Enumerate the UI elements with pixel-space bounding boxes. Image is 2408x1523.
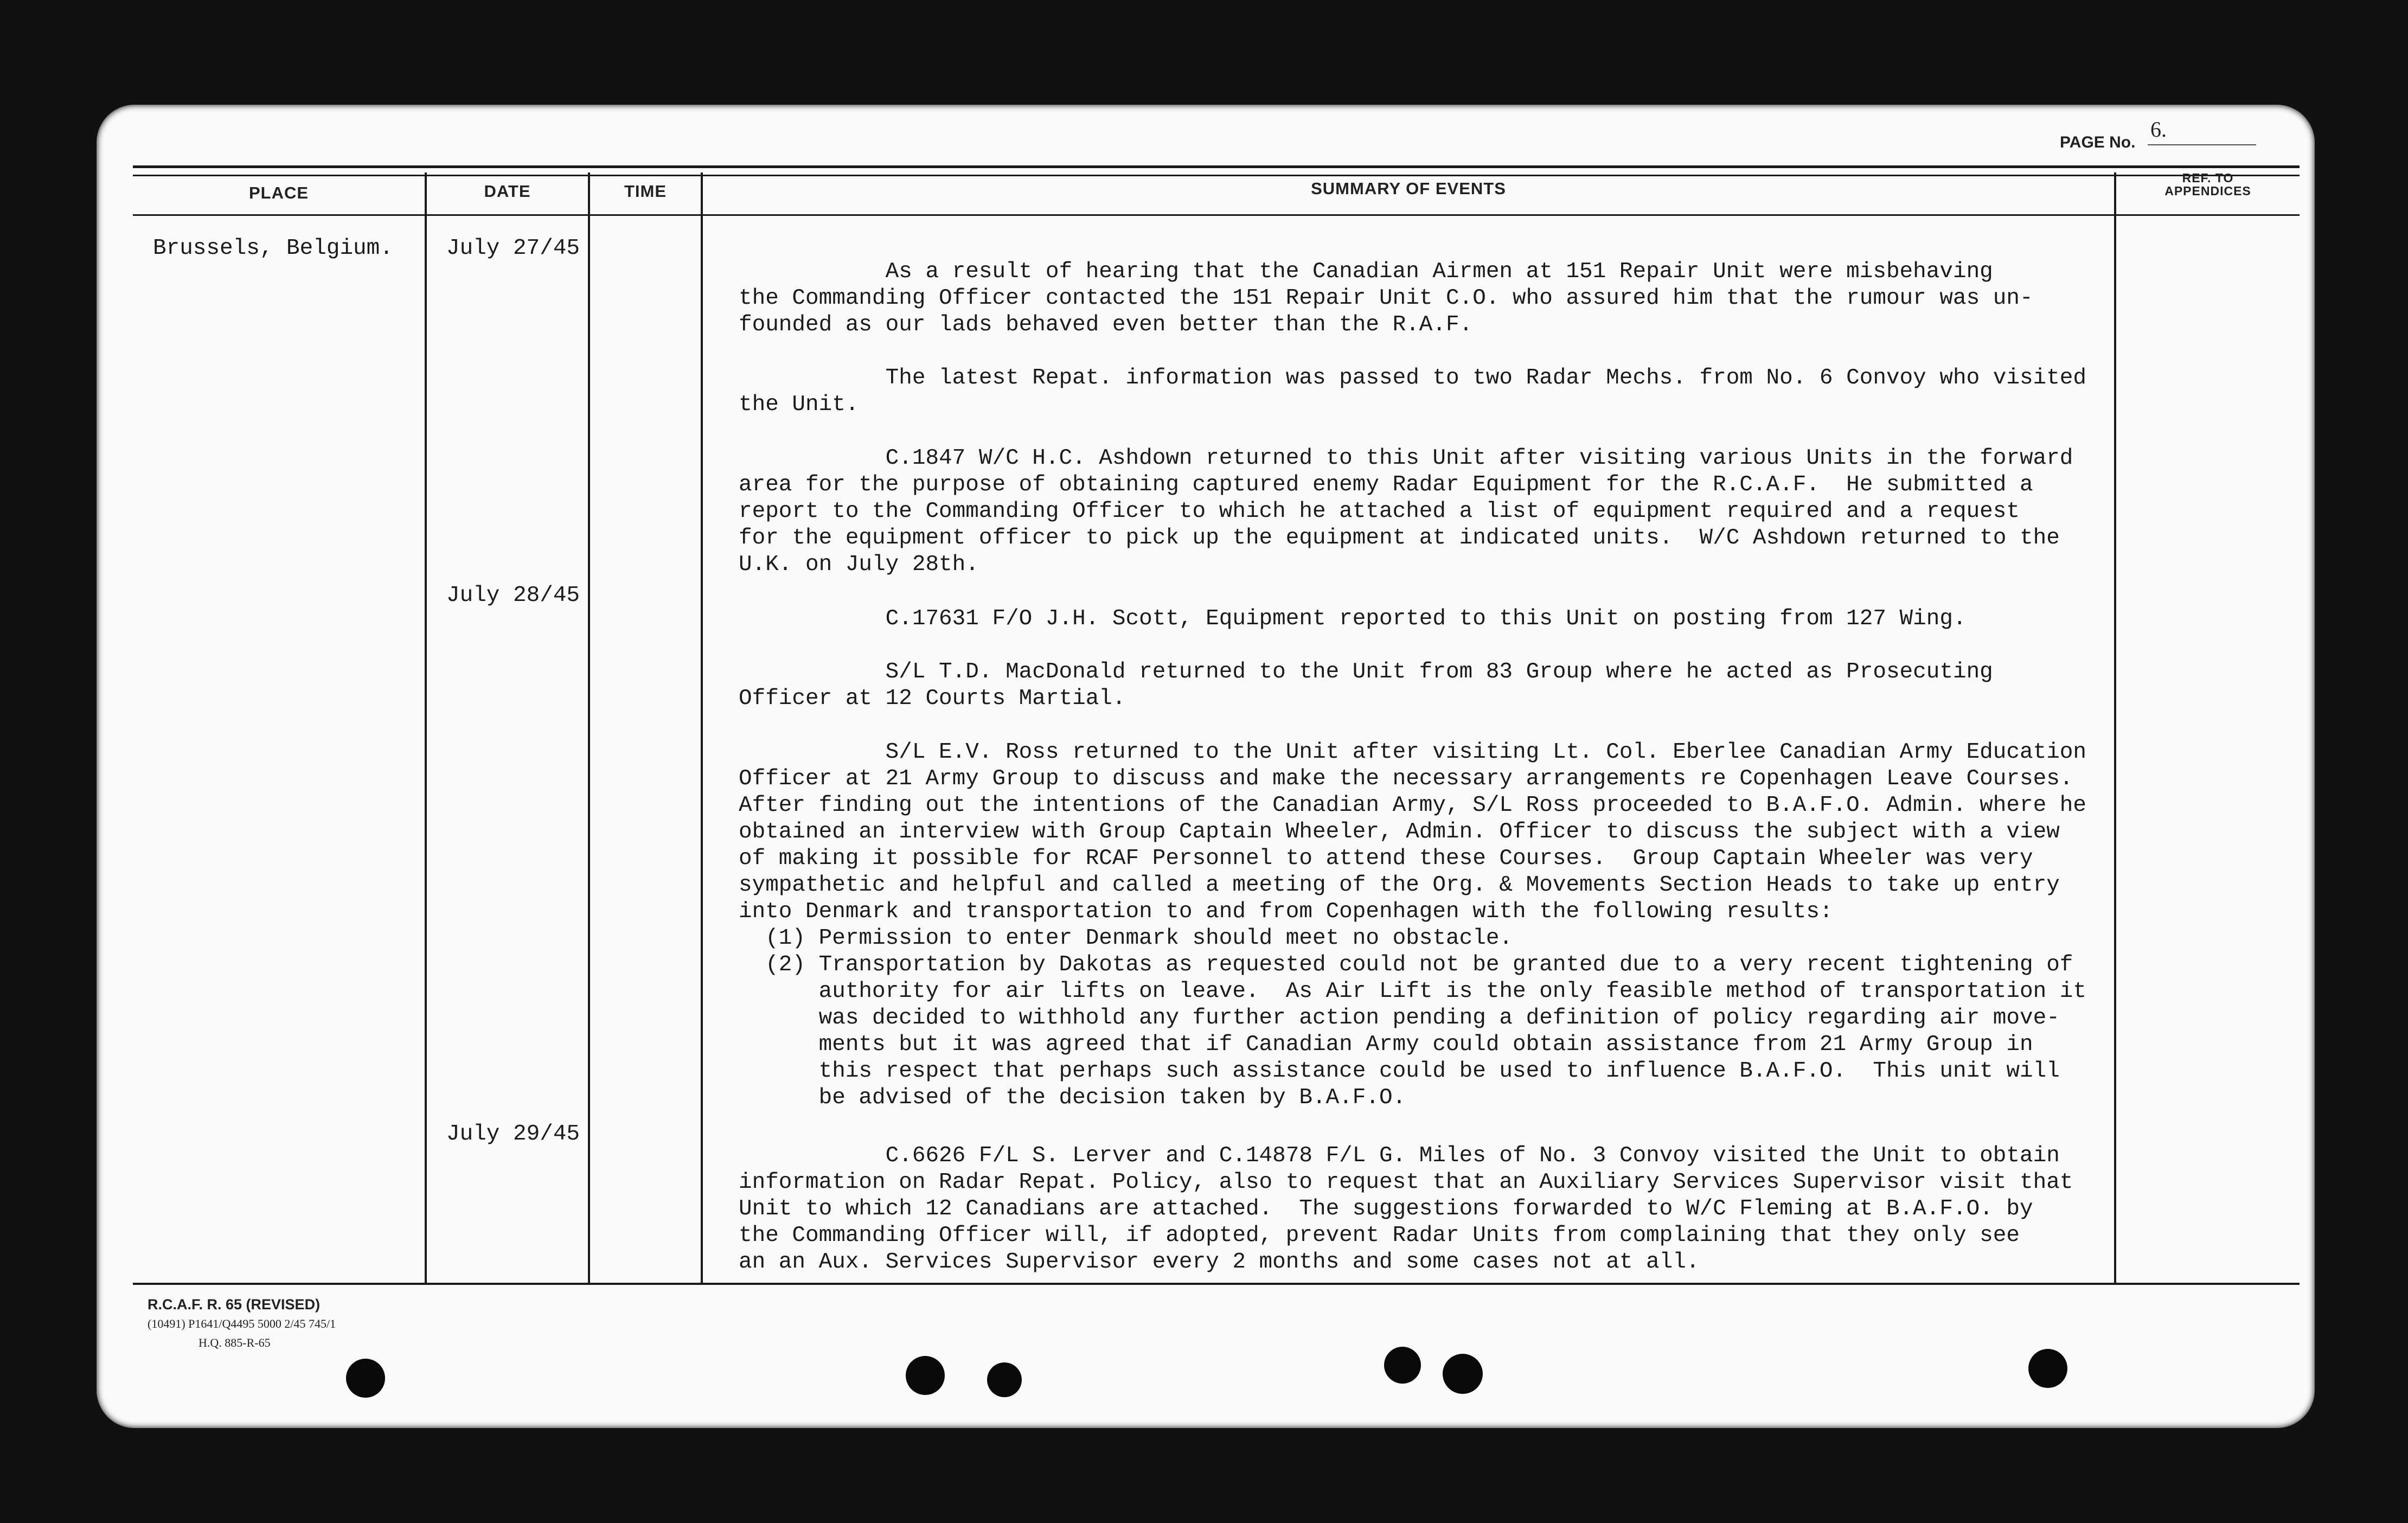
column-divider-summary	[2114, 172, 2116, 1284]
binder-hole	[2028, 1349, 2067, 1388]
entry-2-para-2: S/L T.D. MacDonald returned to the Unit from 83 Group where he acted as Prosecuting Officer at 12 Courts Martial.	[739, 660, 1993, 711]
page-number-label: PAGE No.	[2060, 133, 2136, 151]
header-appendices: REF. TO APPENDICES	[2164, 171, 2251, 198]
column-divider-time	[701, 172, 703, 1284]
header-summary: SUMMARY OF EVENTS	[1311, 179, 1506, 198]
binder-hole	[906, 1356, 945, 1395]
entry-3-para-1: C.6626 F/L S. Lerver and C.14878 F/L G. Miles of No. 3 Convoy visited the Unit to obtain information on Radar Repat. Policy, also to request that an Auxiliary Services Supervisor visit that Unit to which 12 Canadians are attached. The suggestions forwarded to W/C Fleming at B.A.F.O. by the Commanding Officer will, if adopted, prevent Radar Units from complaining that they only see an an Aux. Services Supervisor every 2 months and some cases not at all.	[739, 1143, 2073, 1275]
place-cell: Brussels, Belgium.	[153, 236, 393, 261]
top-rule	[133, 165, 2300, 168]
form-code-line3: H.Q. 885-R-65	[198, 1336, 271, 1349]
binder-hole	[987, 1362, 1022, 1397]
entry-1-para-3: C.1847 W/C H.C. Ashdown returned to this Unit after visiting various Units in the forward area for the purpose of obtaining captured enemy Radar Equipment for the R.C.A.F. He submitted a report to the Commanding Officer to which he attached a list of equipment required and a request for the equipment officer to pick up the equipment at indicated units. W/C Ashdown returned to the U.K. on July 28th.	[739, 446, 2073, 577]
entry-2-para-1: C.17631 F/O J.H. Scott, Equipment reported to this Unit on posting from 127 Wing.	[739, 606, 1967, 631]
page-number-line	[2148, 144, 2256, 145]
entry-2-para-3: S/L E.V. Ross returned to the Unit after visiting Lt. Col. Eberlee Canadian Army Education Officer at 21 Army Group to discuss and make the necessary arrangements re Copenhagen Leave Courses. After finding out the intentions of the Canadian Army, S/L Ross proceeded to B.A.F.O. Admin. where he obtained an interview with Group Captain Wheeler, Admin. Officer to discuss the subject with a view of making it possible for RCAF Personnel to attend these Courses. Group Captain Wheeler was very sympathetic and helpful and called a meeting of the Org. & Movements Section Heads to take up entry into Denmark and transportation to and from Copenhagen with the following results: (1) Permission to enter Denmark should meet no obstacle. (2) Transportation by Dakotas as requested could not be granted due to a very recent tightening of authority for air lifts on leave. As Air Lift is the only feasible method of transportation it was decided to withhold any further action pending a definition of policy regarding air move- ments but it was agreed that if Canadian Army could obtain assistance from 21 Army Group in this respect that perhaps such assistance could be used to influence B.A.F.O. This unit will be advised of the decision taken by B.A.F.O.	[739, 740, 2087, 1110]
header-time: TIME	[624, 182, 667, 201]
column-divider-place	[425, 172, 427, 1284]
date-cell-2: July 28/45	[446, 583, 580, 608]
binder-hole	[1443, 1354, 1483, 1394]
date-cell-1: July 27/45	[446, 236, 580, 261]
binder-hole	[346, 1359, 385, 1398]
header-place: PLACE	[248, 183, 309, 202]
entry-1-para-1: As a result of hearing that the Canadian Airmen at 151 Repair Unit were misbehaving the Commanding Officer contacted the 151 Repair Unit C.O. who assured him that the rumour was un- founded as our lads behaved even better than the R.A.F.	[739, 259, 2033, 337]
binder-hole	[1384, 1347, 1421, 1384]
header-bottom-rule	[133, 214, 2300, 216]
date-cell-3: July 29/45	[446, 1122, 580, 1147]
header-date: DATE	[484, 182, 531, 201]
top-rule-thin	[133, 175, 2300, 176]
form-code-line1: R.C.A.F. R. 65 (REVISED)	[148, 1296, 321, 1313]
column-divider-date	[588, 172, 590, 1284]
form-code-line2: (10491) P1641/Q4495 5000 2/45 745/1	[148, 1317, 336, 1330]
page-number-value: 6.	[2150, 117, 2167, 142]
entry-1-para-2: The latest Repat. information was passed to two Radar Mechs. from No. 6 Convoy who visited the Unit.	[739, 366, 2087, 417]
